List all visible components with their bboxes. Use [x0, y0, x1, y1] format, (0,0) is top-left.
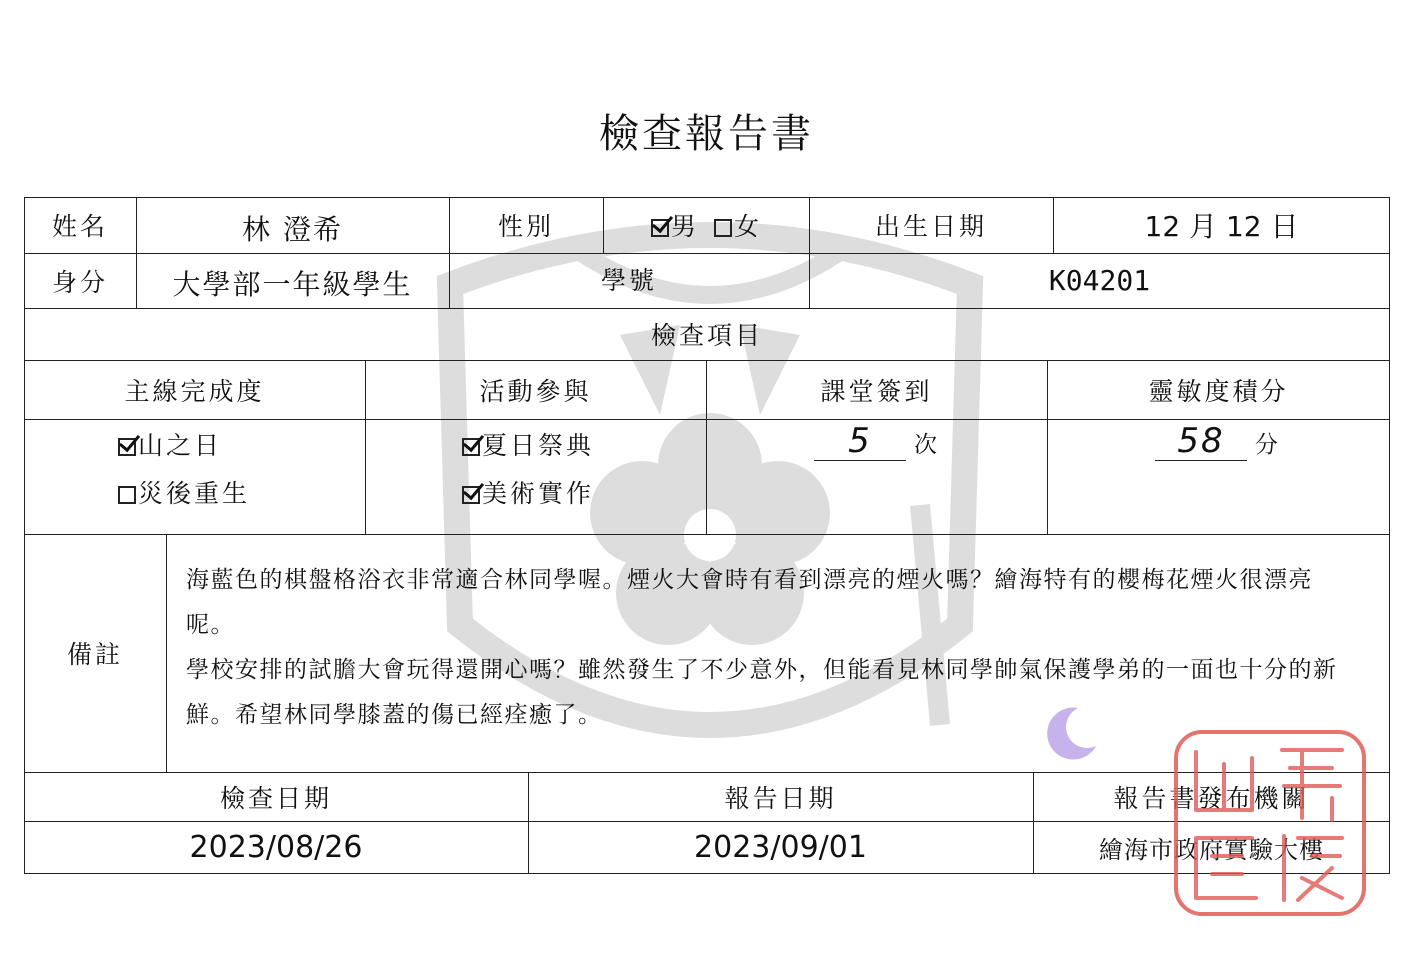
check-date-label: 檢查日期	[219, 783, 332, 813]
header-score: 靈敏度積分	[1148, 376, 1289, 406]
gender-male-label: 男	[670, 212, 698, 241]
main-story-checkbox-1[interactable]	[118, 438, 136, 456]
student-id-label: 學號	[600, 265, 657, 295]
issuer-label: 報告書發布機關	[1113, 783, 1310, 813]
main-story-label-1: 山之日	[138, 431, 223, 460]
activity-label-1: 夏日祭典	[482, 431, 595, 460]
attendance-value[interactable]: 5	[814, 422, 906, 461]
header-activities: 活動參與	[479, 376, 592, 406]
main-story-item[interactable]	[118, 422, 358, 470]
attendance-field	[814, 422, 937, 461]
activity-label-2: 美術實作	[482, 479, 595, 508]
report-date-value: 2023/09/01	[694, 830, 867, 865]
remarks-label: 備註	[66, 640, 123, 669]
gender-male-checkbox[interactable]	[651, 219, 669, 237]
activity-checkbox-1[interactable]	[462, 438, 480, 456]
gender-options	[603, 197, 809, 253]
activity-item[interactable]	[462, 470, 702, 518]
gender-female-option[interactable]	[714, 207, 761, 243]
header-main-story: 主線完成度	[124, 376, 265, 406]
remarks-text	[186, 558, 1361, 738]
student-id-value: K04201	[1048, 264, 1151, 297]
activity-item[interactable]	[462, 422, 702, 470]
inspection-section-title: 檢查項目	[650, 321, 763, 350]
activity-checkbox-2[interactable]	[462, 486, 480, 504]
score-value[interactable]: 58	[1155, 422, 1247, 461]
gender-female-checkbox[interactable]	[714, 219, 732, 237]
birth-value: 12 月 12 日	[1144, 210, 1299, 243]
score-field	[1155, 422, 1278, 461]
birth-label: 出生日期	[874, 212, 987, 241]
gender-label: 性別	[497, 212, 554, 241]
name-label: 姓名	[51, 212, 108, 241]
gender-male-option[interactable]	[651, 207, 698, 243]
issuer-value: 繪海市政府實驗大樓	[1099, 836, 1324, 864]
report-date-label: 報告日期	[724, 783, 837, 813]
identity-label: 身分	[51, 267, 108, 297]
identity-value: 大學部一年級學生	[172, 267, 413, 301]
seal-stamp-icon	[1172, 728, 1368, 918]
main-story-label-2: 災後重生	[138, 479, 251, 508]
activities-list	[462, 422, 702, 518]
header-attendance: 課堂簽到	[820, 376, 933, 406]
score-unit: 分	[1255, 432, 1278, 458]
main-story-checkbox-2[interactable]	[118, 486, 136, 504]
main-story-list	[118, 422, 358, 518]
remarks-paragraph-1: 海藍色的棋盤格浴衣非常適合林同學喔。煙火大會時有看到漂亮的煙火嗎？繪海特有的櫻梅花煙火很漂亮呢。	[186, 567, 1313, 638]
name-value: 林 澄希	[242, 213, 343, 246]
page-title: 檢查報告書	[599, 111, 814, 157]
check-date-value: 2023/08/26	[189, 830, 363, 865]
gender-female-label: 女	[734, 212, 762, 241]
main-story-item[interactable]	[118, 470, 358, 518]
remarks-paragraph-2: 學校安排的試膽大會玩得還開心嗎？雖然發生了不少意外，但能看見林同學帥氣保護學弟的一面也十分的新鮮。希望林同學膝蓋的傷已經痊癒了。	[186, 657, 1338, 728]
attendance-unit: 次	[914, 432, 937, 458]
